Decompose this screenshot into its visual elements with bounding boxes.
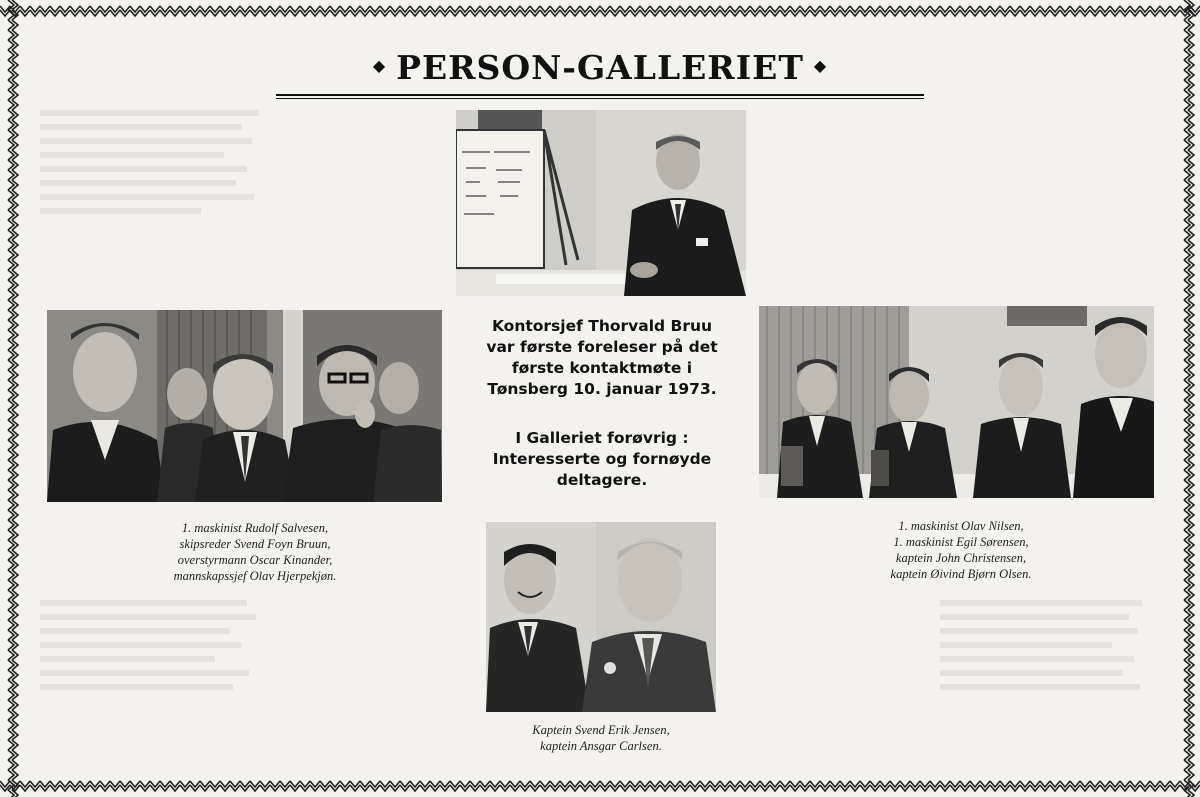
zigzag-border-left bbox=[4, 0, 20, 797]
caption-line: skipsreder Svend Foyn Bruun, bbox=[179, 537, 331, 551]
title-rule-thin bbox=[276, 98, 924, 99]
caption-line: mannskapssjef Olav Hjerpekjøn. bbox=[173, 569, 337, 583]
caption-line: kaptein Ansgar Carlsen. bbox=[540, 739, 662, 753]
gallery-text-block bbox=[458, 428, 746, 491]
caption-line: Kaptein Svend Erik Jensen, bbox=[532, 723, 670, 737]
caption-bottom bbox=[470, 722, 732, 754]
show-through-texture-right bbox=[940, 600, 1160, 698]
zigzag-border-right bbox=[1180, 0, 1196, 797]
gallery-line: deltagere. bbox=[556, 471, 648, 489]
feature-line: Tønsberg 10. januar 1973. bbox=[487, 380, 717, 398]
show-through-texture-left-lower bbox=[40, 600, 270, 698]
feature-line: var første foreleser på det bbox=[486, 338, 718, 356]
page-header bbox=[276, 44, 924, 100]
diamond-ornament-icon: ◆ bbox=[372, 56, 387, 75]
diamond-ornament-icon: ◆ bbox=[813, 56, 828, 75]
show-through-texture-left bbox=[40, 110, 270, 222]
page-title-text: PERSON-GALLERIET bbox=[396, 48, 804, 87]
caption-left bbox=[130, 520, 380, 584]
photo-group-left bbox=[47, 310, 442, 502]
zigzag-border-bottom bbox=[0, 777, 1200, 793]
feature-line: første kontaktmøte i bbox=[511, 359, 693, 377]
caption-right bbox=[836, 518, 1086, 582]
page-title bbox=[276, 44, 924, 94]
caption-line: kaptein John Christensen, bbox=[895, 551, 1027, 565]
caption-line: 1. maskinist Egil Sørensen, bbox=[893, 535, 1029, 549]
caption-line: overstyrmann Oscar Kinander, bbox=[177, 553, 333, 567]
caption-line: 1. maskinist Olav Nilsen, bbox=[898, 519, 1024, 533]
gallery-line: I Galleriet forøvrig : bbox=[515, 429, 689, 447]
photo-two-men bbox=[486, 522, 716, 712]
title-rule bbox=[276, 94, 924, 96]
zigzag-border-top bbox=[0, 2, 1200, 18]
feature-text-block bbox=[458, 316, 746, 400]
feature-line: Kontorsjef Thorvald Bruu bbox=[491, 317, 713, 335]
caption-line: kaptein Øivind Bjørn Olsen. bbox=[890, 567, 1032, 581]
photo-group-right bbox=[759, 306, 1154, 498]
photo-lecturer bbox=[456, 110, 746, 296]
gallery-line: Interesserte og fornøyde bbox=[492, 450, 712, 468]
caption-line: 1. maskinist Rudolf Salvesen, bbox=[181, 521, 329, 535]
